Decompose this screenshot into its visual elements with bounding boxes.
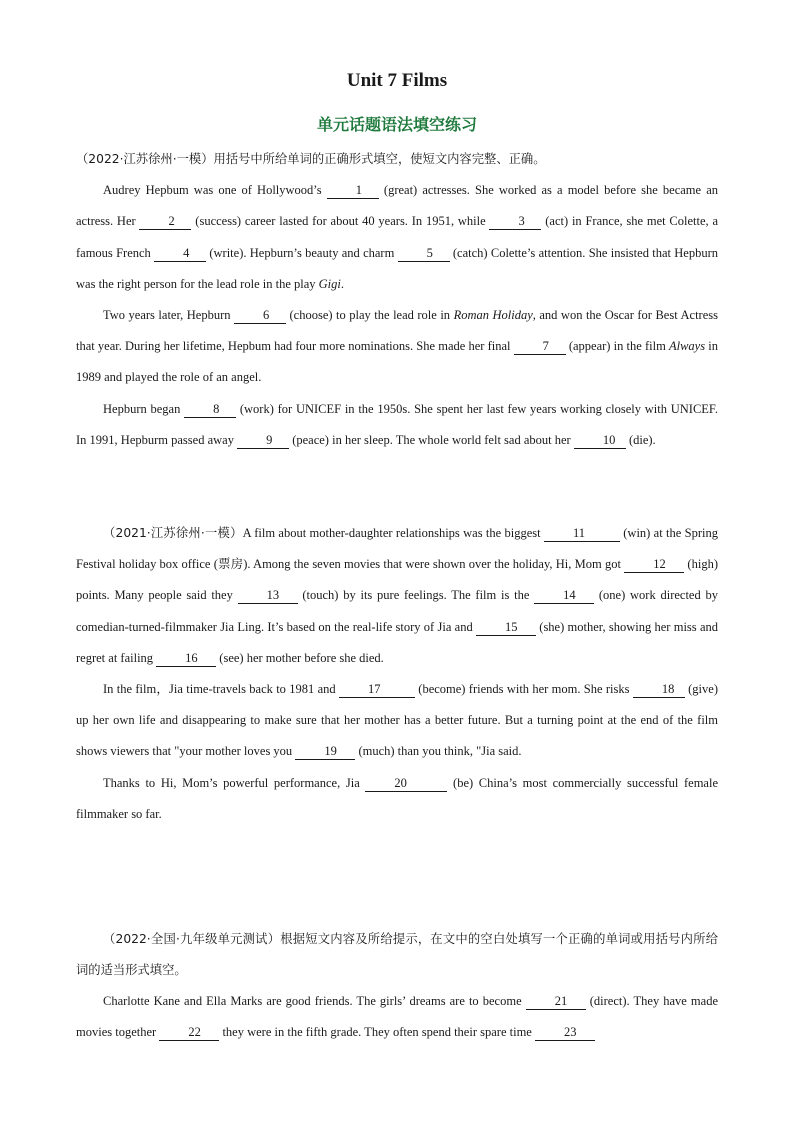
- passage-3-paragraph-1: [76, 986, 718, 1048]
- blank-4[interactable]: 4: [154, 245, 206, 262]
- text: (she) mother, showing her miss and regret at failing: [76, 619, 718, 665]
- text: (great) actresses. She worked as a model before she became an actress. Her: [76, 183, 718, 229]
- text: (touch) by its pure feelings. The film is the: [297, 588, 535, 603]
- blank-11[interactable]: 11: [544, 525, 620, 542]
- text: (high) points. Many people said they: [76, 557, 718, 603]
- blank-20[interactable]: 20: [365, 775, 447, 792]
- blank-21[interactable]: 21: [526, 993, 586, 1010]
- blank-8[interactable]: 8: [184, 401, 236, 418]
- blank-2[interactable]: 2: [139, 213, 191, 230]
- blank-9[interactable]: 9: [237, 432, 289, 449]
- passage-1-paragraph-3: [76, 394, 718, 456]
- text: (much) than you think, "Jia said.: [355, 744, 522, 759]
- blank-17[interactable]: 17: [339, 681, 415, 698]
- text: (catch) Colette’s attention. She insisted that Hepburn was the right person for the lead role in the play: [76, 245, 718, 291]
- text: (win) at the Spring Festival holiday box office (票房). Among the seven movies that were shown over the holiday, Hi, Mom got: [76, 526, 718, 572]
- blank-12[interactable]: 12: [624, 556, 684, 573]
- section-3-instructions: （2022·全国·九年级单元测试）根据短文内容及所给提示，在文中的空白处填写一个正确的单词或用括号内所给词的适当形式填空。: [76, 932, 718, 977]
- text: (act) in France, she met Colette, a famous French: [76, 214, 719, 260]
- section-2: [76, 518, 718, 830]
- text: Thanks to Hi, Mom’s powerful performance, Jia: [103, 775, 366, 790]
- blank-13[interactable]: 13: [238, 587, 298, 604]
- page-title: Unit 7 Films: [346, 70, 448, 91]
- text: Charlotte Kane and Ella Marks are good friends. The girls’ dreams are to become: [103, 994, 526, 1008]
- blank-16[interactable]: 16: [156, 650, 216, 667]
- text: Audrey Hepbum was one of Hollywood’s: [103, 183, 327, 198]
- page-subtitle: 单元话题语法填空练习: [316, 115, 477, 134]
- blank-23[interactable]: 23: [535, 1024, 595, 1041]
- text: (be) China’s most commercially successful female filmmaker so far.: [76, 775, 718, 821]
- blank-14[interactable]: 14: [534, 587, 594, 604]
- text: (write). Hepburn’s beauty and charm: [206, 245, 398, 260]
- blank-1[interactable]: 1: [327, 182, 379, 199]
- section-1-instructions: （2022·江苏徐州·一模）用括号中所给单词的正确形式填空，使短文内容完整、正确。: [76, 152, 546, 166]
- text: (peace) in her sleep. The whole world felt sad about her: [289, 432, 574, 447]
- blank-10[interactable]: 10: [574, 432, 626, 449]
- blank-7[interactable]: 7: [514, 338, 566, 355]
- blank-3[interactable]: 3: [489, 213, 541, 230]
- passage-2-paragraph-1: [76, 518, 718, 674]
- passage-1-paragraph-1: [76, 175, 718, 300]
- text: (direct). They have made movies together: [76, 994, 718, 1039]
- text: (give) up her own life and disappearing to make sure that her mother has a better future. But a turning point at the end of the film shows viewers that "your mother loves you: [76, 682, 718, 759]
- passage-2-paragraph-3: [76, 768, 718, 830]
- film-title: Roman Holiday: [453, 308, 533, 323]
- blank-15[interactable]: 15: [476, 619, 536, 636]
- passage-2-paragraph-2: [76, 674, 718, 768]
- blank-6[interactable]: 6: [234, 307, 286, 324]
- text: (see) her mother before she died.: [216, 650, 384, 665]
- text: A film about mother-daughter relationships was the biggest: [242, 526, 544, 540]
- text: , and won the Oscar for Best Actress that year. During her lifetime, Hepbum had four more nominations. She made her final: [76, 308, 718, 354]
- text: In the film，Jia time-travels back to 1981 and: [103, 682, 339, 697]
- text: they were in the fifth grade. They often spend their spare time: [219, 1025, 535, 1039]
- text: (one) work directed by comedian-turned-filmmaker Jia Ling. It’s based on the real-life story of Jia and: [76, 588, 718, 634]
- text: (success) career lasted for about 40 years. In 1951, while: [191, 214, 490, 229]
- text: (work) for UNICEF in the 1950s. She spent her last few years working closely with UNICEF. In 1991, Hepburm passed away: [76, 401, 718, 447]
- section-3: [76, 924, 718, 1048]
- text: (appear) in the film: [565, 339, 669, 354]
- section-2-source: （2021·江苏徐州·一模）: [103, 526, 243, 540]
- text: .: [340, 276, 344, 291]
- text: Hepburn began: [103, 401, 185, 416]
- blank-18[interactable]: 18: [633, 681, 685, 698]
- blank-22[interactable]: 22: [159, 1024, 219, 1041]
- film-title: Always: [668, 339, 706, 354]
- text: Two years later, Hepburn: [103, 308, 234, 323]
- text: (become) friends with her mom. She risks: [414, 682, 633, 697]
- section-1: [76, 144, 718, 456]
- play-title: Gigi: [318, 276, 341, 291]
- blank-19[interactable]: 19: [295, 743, 355, 760]
- text: in 1989 and played the role of an angel.: [76, 339, 718, 385]
- blank-5[interactable]: 5: [398, 245, 450, 262]
- passage-1-paragraph-2: [76, 300, 718, 394]
- text: (die).: [625, 432, 656, 447]
- text: (choose) to play the lead role in: [286, 308, 454, 323]
